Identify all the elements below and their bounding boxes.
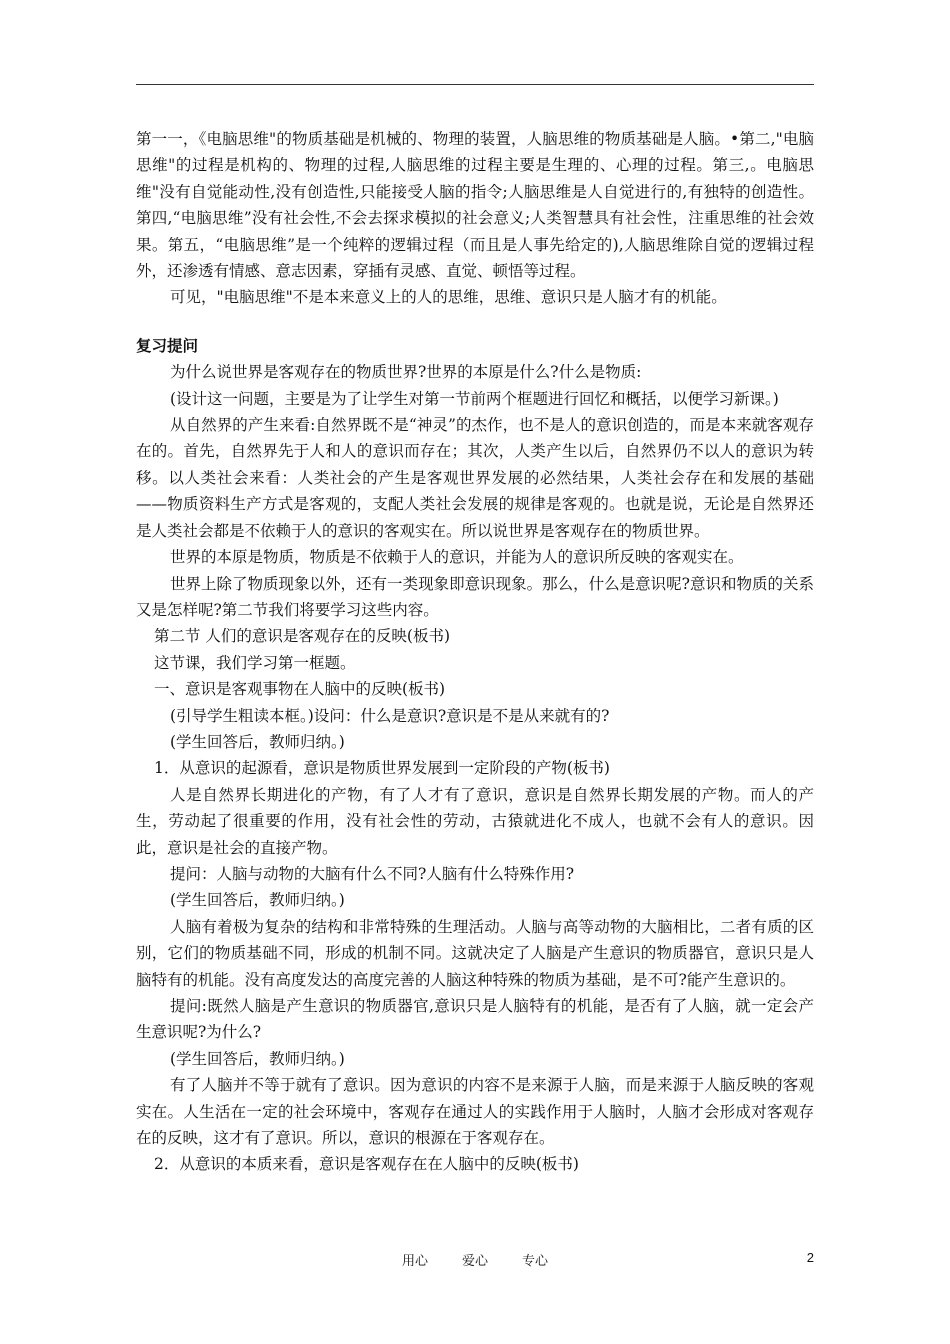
paragraph-guide-reading: (引导学生粗读本框。)设问：什么是意识?意识是不是从来就有的? — [170, 706, 610, 725]
paragraph-nature-origin: 从自然界的产生来看:自然界既不是“神灵”的杰作，也不是人的意识创造的，而是本来就客观存在的。首先，自然界先于人和人的意识而存在；其次，人类产生以后，自然界仍不以人的意识为转移。以人类社会来看：人类社会的产生是客观世界发展的必然结果，人类社会存在和发展的基础——物质资料生产方式是客观的，支配人类社会发展的规律是客观的。也就是说，无论是自然界还是人类社会都是不依赖于人的意识的客观实在。所以说世界是客观存在的物质世界。 — [136, 416, 814, 540]
paragraph-question-brain-2: 提问:既然人脑是产生意识的物质器官,意识只是人脑特有的机能，是否有了人脑，就一定会产生意识呢?为什么? — [136, 997, 814, 1042]
paragraph-evolution: 人是自然界长期进化的产物，有了人才有了意识，意识是自然界长期发展的产物。而人的产生，劳动起了很重要的作用，没有社会性的劳动，古猿就进化不成人，也就不会有人的意识。因此，意识是社会的直接产物。 — [136, 785, 814, 857]
paragraph-design-note: (设计这一问题，主要是为了让学生对第一节前两个框题进行回忆和概括，以便学习新课。) — [170, 389, 779, 408]
page-footer — [0, 1250, 950, 1270]
paragraph-computer-thinking: 第一一，《电脑思维"的物质基础是机械的、物理的装置，人脑思维的物质基础是人脑。•第二,"电脑思维"的过程是机构的、物理的过程,人脑思维的过程主要是生理的、心理的过程。第三,。电脑思维"没有自觉能动性,没有创造性,只能接受人脑的指令;人脑思维是人自觉进行的,有独特的创造性。第四,“电脑思维”没有社会性,不会去探求模拟的社会意义;人类智慧具有社会性，注重思维的社会效果。第五，“电脑思维”是一个纯粹的逻辑过程（而且是人事先给定的),人脑思维除自觉的逻辑过程外，还渗透有情感、意志因素，穿插有灵感、直觉、顿悟等过程。 — [136, 130, 814, 281]
section-title-board: 第二节 人们的意识是客观存在的反映(板书) — [154, 627, 451, 646]
paragraph-question-brain: 提问：人脑与动物的大脑有什么不同?人脑有什么特殊作用? — [170, 864, 575, 883]
paragraph-student-answer-1: (学生回答后，教师归纳。) — [170, 732, 345, 751]
paragraph-world-origin: 世界的本原是物质，物质是不依赖于人的意识，并能为人的意识所反映的客观实在。 — [170, 548, 744, 567]
paragraph-question: 为什么说世界是客观存在的物质世界?世界的本原是什么?什么是物质: — [170, 363, 642, 382]
paragraph-student-answer-3: (学生回答后，教师归纳。) — [170, 1049, 345, 1068]
document-body — [136, 126, 814, 1178]
page-number: 2 — [806, 1250, 814, 1265]
paragraph-student-answer-2: (学生回答后，教师归纳。) — [170, 891, 345, 910]
footer-item: 爱心 — [461, 1254, 488, 1269]
footer-item: 专心 — [522, 1254, 549, 1269]
paragraph-conclusion: 可见，"电脑思维"不是本来意义上的人的思维，思维、意识只是人脑才有的机能。 — [170, 288, 727, 307]
subheading-point-1: 1．从意识的起源看，意识是物质世界发展到一定阶段的产物(板书) — [154, 759, 610, 778]
subheading-one: 一、意识是客观事物在人脑中的反映(板书) — [154, 680, 446, 699]
subheading-point-2: 2．从意识的本质来看，意识是客观存在在人脑中的反映(板书) — [154, 1155, 579, 1174]
paragraph-objective-existence: 有了人脑并不等于就有了意识。因为意识的内容不是来源于人脑，而是来源于人脑反映的客观实在。人生活在一定的社会环境中，客观存在通过人的实践作用于人脑时，人脑才会形成对客观存在的反映，这才有了意识。所以，意识的根源在于客观存在。 — [136, 1076, 814, 1148]
paragraph-consciousness-intro: 世界上除了物质现象以外，还有一类现象即意识现象。那么，什么是意识呢?意识和物质的关系又是怎样呢?第二节我们将要学习这些内容。 — [136, 574, 814, 619]
footer-item: 用心 — [401, 1254, 428, 1269]
paragraph-lesson-intro: 这节课，我们学习第一框题。 — [154, 653, 356, 672]
section-heading-review: 复习提问 — [136, 335, 199, 355]
header-rule — [136, 84, 814, 85]
paragraph-brain-structure: 人脑有着极为复杂的结构和非常特殊的生理活动。人脑与高等动物的大脑相比，二者有质的区别，它们的物质基础不同，形成的机制不同。这就决定了人脑是产生意识的物质器官，意识只是人脑特有的机能。没有高度发达的高度完善的人脑这种特殊的物质为基础，是不可?能产生意识的。 — [136, 917, 814, 989]
